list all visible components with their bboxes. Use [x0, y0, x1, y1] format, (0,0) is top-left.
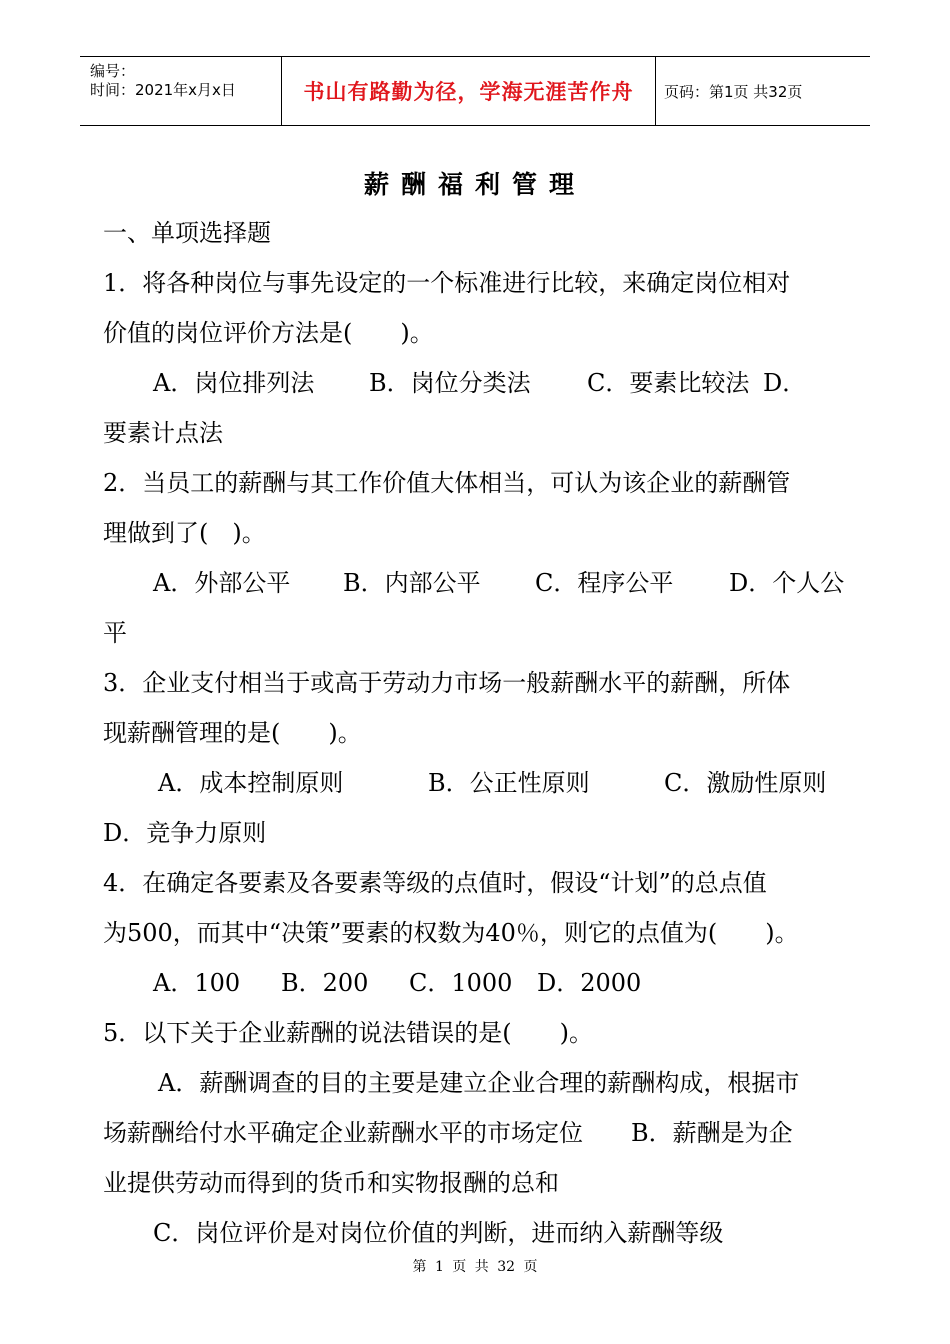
option-b: B．公正性原则	[428, 769, 590, 797]
question-2-line-2: 理做到了( )。	[103, 519, 266, 547]
option-b: B．岗位分类法	[369, 369, 531, 397]
question-5-line-5: C．岗位评价是对岗位价值的判断，进而纳入薪酬等级	[153, 1219, 724, 1247]
option-b: B．200	[281, 969, 369, 997]
option-d: D．2000	[537, 969, 642, 997]
question-5-line-2: A．薪酬调查的目的主要是建立企业合理的薪酬构成，根据市	[158, 1069, 800, 1097]
header-middle-cell	[282, 57, 656, 125]
motto-text: 书山有路勤为径，学海无涯苦作舟	[303, 80, 634, 104]
question-2-line-1: 2．当员工的薪酬与其工作价值大体相当，可认为该企业的薪酬管	[103, 469, 791, 497]
question-2-line-4: 平	[103, 619, 127, 647]
option-a: A．100	[153, 969, 241, 997]
question-2-options	[103, 558, 855, 608]
option-c: C．激励性原则	[664, 769, 827, 797]
document-header	[80, 56, 870, 126]
option-c: C．程序公平	[535, 569, 674, 597]
question-4-options	[103, 958, 855, 1008]
question-3-line-1: 3．企业支付相当于或高于劳动力市场一般薪酬水平的薪酬，所体	[103, 669, 791, 697]
page-info: 页码：第1页 共32页	[664, 82, 803, 101]
number-label: 编号：	[90, 62, 136, 80]
page-footer: 第 1 页 共 32 页	[412, 1259, 538, 1275]
question-3-line-2: 现薪酬管理的是( )。	[103, 719, 362, 747]
document-body	[103, 208, 855, 1258]
question-1-options	[103, 358, 855, 408]
option-a: A．成本控制原则	[158, 769, 344, 797]
document-title: 薪酬福利管理	[363, 170, 586, 199]
question-5-line-3: 场薪酬给付水平确定企业薪酬水平的市场定位 B．薪酬是为企	[103, 1119, 793, 1147]
question-4-line-2: 为500，而其中“决策”要素的权数为40％，则它的点值为( )。	[103, 919, 799, 947]
question-1-line-2: 价值的岗位评价方法是( )。	[103, 319, 434, 347]
question-3-line-4: D．竞争力原则	[103, 819, 267, 847]
question-4-line-1: 4．在确定各要素及各要素等级的点值时，假设“计划”的总点值	[103, 869, 767, 897]
question-1-line-1: 1．将各种岗位与事先设定的一个标准进行比较，来确定岗位相对	[103, 269, 791, 297]
question-5-line-4: 业提供劳动而得到的货币和实物报酬的总和	[103, 1169, 559, 1197]
header-right-cell	[656, 57, 870, 125]
option-d: D．个人公	[729, 569, 845, 597]
option-d: D．	[763, 369, 807, 397]
question-1-line-4: 要素计点法	[103, 419, 223, 447]
option-c: C．要素比较法	[587, 369, 750, 397]
time-label: 时间：2021年x月x日	[90, 81, 236, 99]
question-5-line-1: 5．以下关于企业薪酬的说法错误的是( )。	[103, 1019, 593, 1047]
question-3-options	[103, 758, 855, 808]
header-left-cell	[80, 57, 282, 125]
option-a: A．外部公平	[153, 569, 291, 597]
section-heading: 一、单项选择题	[103, 219, 271, 247]
option-a: A．岗位排列法	[153, 369, 315, 397]
option-b: B．内部公平	[343, 569, 481, 597]
option-c: C．1000	[409, 969, 513, 997]
